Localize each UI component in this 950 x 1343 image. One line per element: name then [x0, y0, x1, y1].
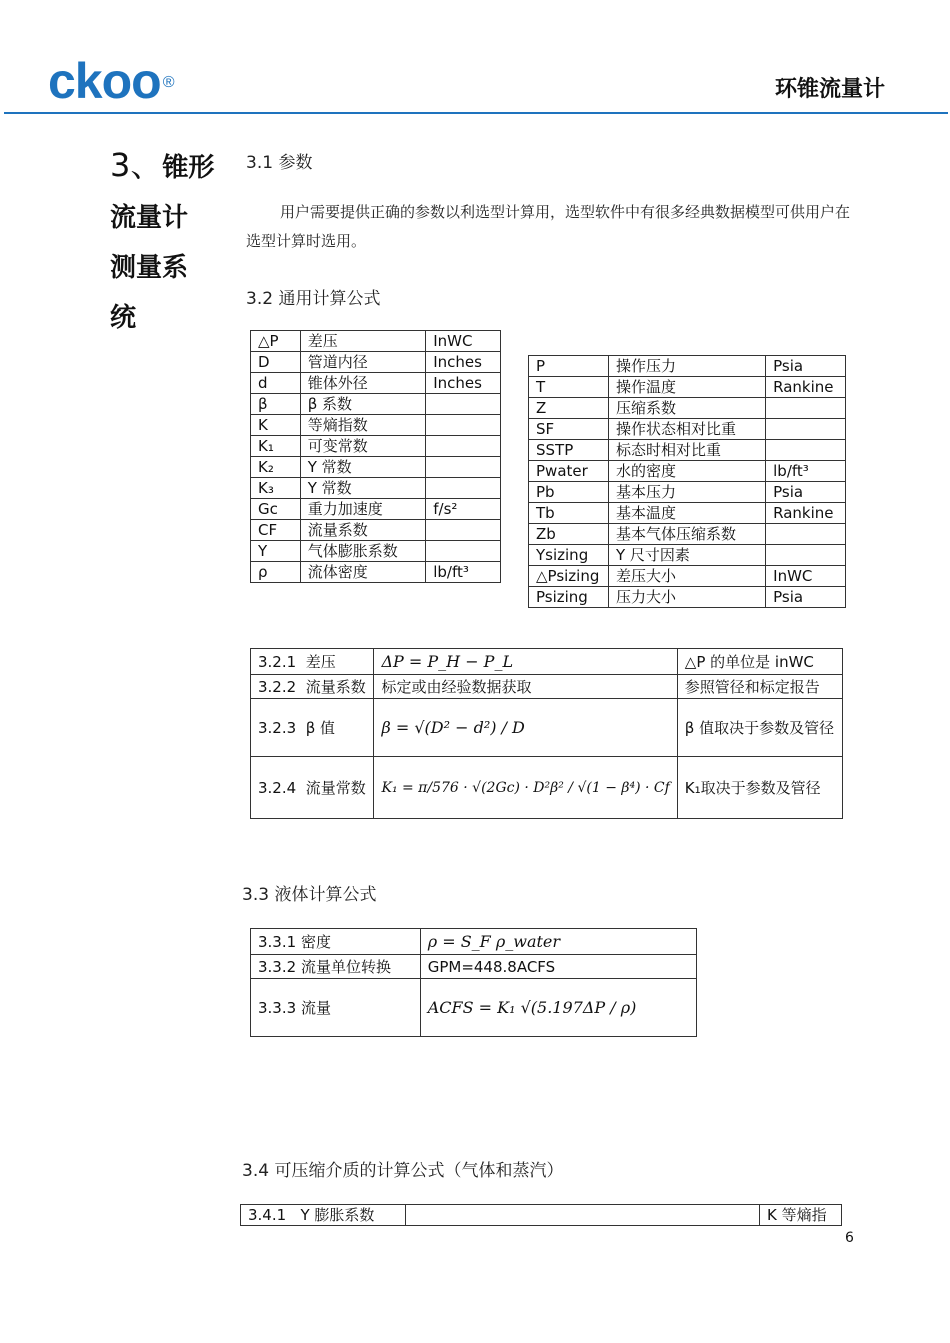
- param-symbol: Tb: [529, 503, 609, 524]
- formula-label: 3.2.2 流量系数: [251, 675, 374, 699]
- table-row: [251, 562, 501, 583]
- param-unit: Rankine: [766, 503, 846, 524]
- table-row: [251, 929, 697, 955]
- section-number: 3、: [110, 146, 163, 184]
- table-row: [251, 699, 843, 757]
- table-row: [529, 566, 846, 587]
- param-unit: Psia: [766, 356, 846, 377]
- param-symbol: β: [251, 394, 301, 415]
- params-table-left: [250, 330, 501, 583]
- table-row: [529, 377, 846, 398]
- param-symbol: K₃: [251, 478, 301, 499]
- param-symbol: Pwater: [529, 461, 609, 482]
- formula-expression: ρ = S_F ρ_water: [427, 931, 561, 951]
- table-row: [529, 482, 846, 503]
- param-unit: [766, 545, 846, 566]
- param-unit: [426, 415, 501, 436]
- param-desc: 压缩系数: [608, 398, 765, 419]
- param-symbol: D: [251, 352, 301, 373]
- param-symbol: d: [251, 373, 301, 394]
- param-desc: 基本温度: [608, 503, 765, 524]
- param-unit: [426, 478, 501, 499]
- param-unit: [426, 520, 501, 541]
- param-unit: Inches: [426, 373, 501, 394]
- formula-label: 3.3.1 密度: [251, 929, 421, 955]
- table-row: [241, 1205, 842, 1226]
- table-row: [251, 955, 697, 979]
- page-number: 6: [845, 1230, 854, 1246]
- header-divider: [4, 112, 948, 114]
- section-title: [110, 140, 235, 343]
- section-title-line: 统: [110, 303, 137, 333]
- document-title: 环锥流量计: [774, 77, 885, 102]
- param-desc: 重力加速度: [300, 499, 426, 520]
- param-desc: 水的密度: [608, 461, 765, 482]
- formula-cell: [420, 929, 696, 955]
- param-unit: [426, 436, 501, 457]
- param-desc: 等熵指数: [300, 415, 426, 436]
- heading-3-4: 3.4 可压缩介质的计算公式（气体和蒸汽）: [242, 1161, 564, 1181]
- formula-note: 参照管径和标定报告: [677, 675, 842, 699]
- param-desc: 标态时相对比重: [608, 440, 765, 461]
- param-unit: [426, 394, 501, 415]
- formula-expression: K₁ = π/576 · √(2Gc) · D²β² / √(1 − β⁴) · Cf: [381, 780, 670, 796]
- formula-cell: [374, 699, 677, 757]
- param-symbol: △Psizing: [529, 566, 609, 587]
- table-row: [251, 541, 501, 562]
- table-row: [251, 436, 501, 457]
- table-row: [529, 398, 846, 419]
- param-symbol: Y: [251, 541, 301, 562]
- table-row: [251, 373, 501, 394]
- formula-cell: [405, 1205, 759, 1226]
- param-symbol: ρ: [251, 562, 301, 583]
- param-symbol: K: [251, 415, 301, 436]
- table-row: [529, 587, 846, 608]
- table-row: [251, 499, 501, 520]
- formula-cell: GPM=448.8ACFS: [420, 955, 696, 979]
- param-unit: InWC: [766, 566, 846, 587]
- param-unit: [426, 541, 501, 562]
- table-row: [529, 545, 846, 566]
- table-row: [529, 503, 846, 524]
- param-symbol: SSTP: [529, 440, 609, 461]
- heading-3-1: 3.1 参数: [246, 153, 313, 173]
- param-desc: 气体膨胀系数: [300, 541, 426, 562]
- params-table-right: [528, 355, 846, 608]
- param-unit: f/s²: [426, 499, 501, 520]
- param-unit: [766, 524, 846, 545]
- section-title-line: 流量计: [110, 203, 189, 233]
- table-row: [251, 352, 501, 373]
- param-symbol: △P: [251, 331, 301, 352]
- formula-note: β 值取决于参数及管径: [677, 699, 842, 757]
- param-symbol: Ysizing: [529, 545, 609, 566]
- param-desc: Y 常数: [300, 478, 426, 499]
- param-desc: 锥体外径: [300, 373, 426, 394]
- param-desc: β 系数: [300, 394, 426, 415]
- param-unit: [766, 398, 846, 419]
- intro-paragraph: 用户需要提供正确的参数以利选型计算用，选型软件中有很多经典数据模型可供用户在选型计算时选用。: [246, 203, 851, 250]
- param-desc: 差压: [300, 331, 426, 352]
- table-row: [251, 979, 697, 1037]
- param-unit: InWC: [426, 331, 501, 352]
- param-unit: lb/ft³: [766, 461, 846, 482]
- heading-3-3: 3.3 液体计算公式: [242, 885, 377, 905]
- formula-cell: 标定或由经验数据获取: [374, 675, 677, 699]
- brand-logo: ckoo ®: [48, 53, 174, 109]
- table-row: [529, 524, 846, 545]
- param-desc: 操作状态相对比重: [608, 419, 765, 440]
- liquid-formulas-table: [250, 928, 697, 1037]
- formula-label: 3.2.4 流量常数: [251, 757, 374, 819]
- table-row: [529, 461, 846, 482]
- table-row: [251, 675, 843, 699]
- section-title-line: 测量系: [110, 253, 189, 283]
- param-symbol: K₂: [251, 457, 301, 478]
- formula-expression: ACFS = K₁ √(5.197ΔP / ρ): [427, 997, 637, 1017]
- param-symbol: T: [529, 377, 609, 398]
- table-row: [251, 457, 501, 478]
- table-row: [529, 419, 846, 440]
- heading-3-2: 3.2 通用计算公式: [246, 289, 381, 309]
- formula-note: △P 的单位是 inWC: [677, 649, 842, 675]
- param-desc: 管道内径: [300, 352, 426, 373]
- param-unit: [426, 457, 501, 478]
- table-row: [251, 394, 501, 415]
- param-unit: [766, 419, 846, 440]
- formula-label: 3.2.1 差压: [251, 649, 374, 675]
- param-desc: Y 常数: [300, 457, 426, 478]
- gas-formulas-table: [240, 1204, 842, 1226]
- table-row: [251, 331, 501, 352]
- param-symbol: SF: [529, 419, 609, 440]
- param-desc: 压力大小: [608, 587, 765, 608]
- formula-note: K 等熵指: [760, 1205, 842, 1226]
- param-symbol: Z: [529, 398, 609, 419]
- param-unit: Psia: [766, 587, 846, 608]
- param-desc: 操作温度: [608, 377, 765, 398]
- param-symbol: CF: [251, 520, 301, 541]
- param-unit: [766, 440, 846, 461]
- formula-note: K₁取决于参数及管径: [677, 757, 842, 819]
- table-row: [251, 415, 501, 436]
- param-unit: Psia: [766, 482, 846, 503]
- table-row: [529, 440, 846, 461]
- param-desc: 基本压力: [608, 482, 765, 503]
- param-desc: 流量系数: [300, 520, 426, 541]
- param-symbol: Gc: [251, 499, 301, 520]
- param-unit: Inches: [426, 352, 501, 373]
- formula-cell: [374, 649, 677, 675]
- formula-label: 3.2.3 β 值: [251, 699, 374, 757]
- formula-cell: [420, 979, 696, 1037]
- param-desc: 流体密度: [300, 562, 426, 583]
- param-symbol: P: [529, 356, 609, 377]
- formula-label: 3.3.2 流量单位转换: [251, 955, 421, 979]
- param-symbol: K₁: [251, 436, 301, 457]
- param-desc: 差压大小: [608, 566, 765, 587]
- section-title-line: 锥形: [162, 153, 215, 183]
- param-desc: 操作压力: [608, 356, 765, 377]
- table-row: [251, 478, 501, 499]
- param-unit: Rankine: [766, 377, 846, 398]
- formula-expression: β = √(D² − d²) / D: [381, 717, 525, 737]
- param-symbol: Pb: [529, 482, 609, 503]
- general-formulas-table: [250, 648, 843, 819]
- param-unit: lb/ft³: [426, 562, 501, 583]
- param-desc: 可变常数: [300, 436, 426, 457]
- param-desc: 基本气体压缩系数: [608, 524, 765, 545]
- table-row: [251, 757, 843, 819]
- formula-expression: ΔP = P_H − P_L: [381, 651, 514, 671]
- param-symbol: Zb: [529, 524, 609, 545]
- table-row: [251, 649, 843, 675]
- param-desc: Y 尺寸因素: [608, 545, 765, 566]
- param-symbol: Psizing: [529, 587, 609, 608]
- formula-label: 3.4.1 Y 膨胀系数: [241, 1205, 406, 1226]
- formula-label: 3.3.3 流量: [251, 979, 421, 1037]
- table-row: [251, 520, 501, 541]
- formula-cell: [374, 757, 677, 819]
- table-row: [529, 356, 846, 377]
